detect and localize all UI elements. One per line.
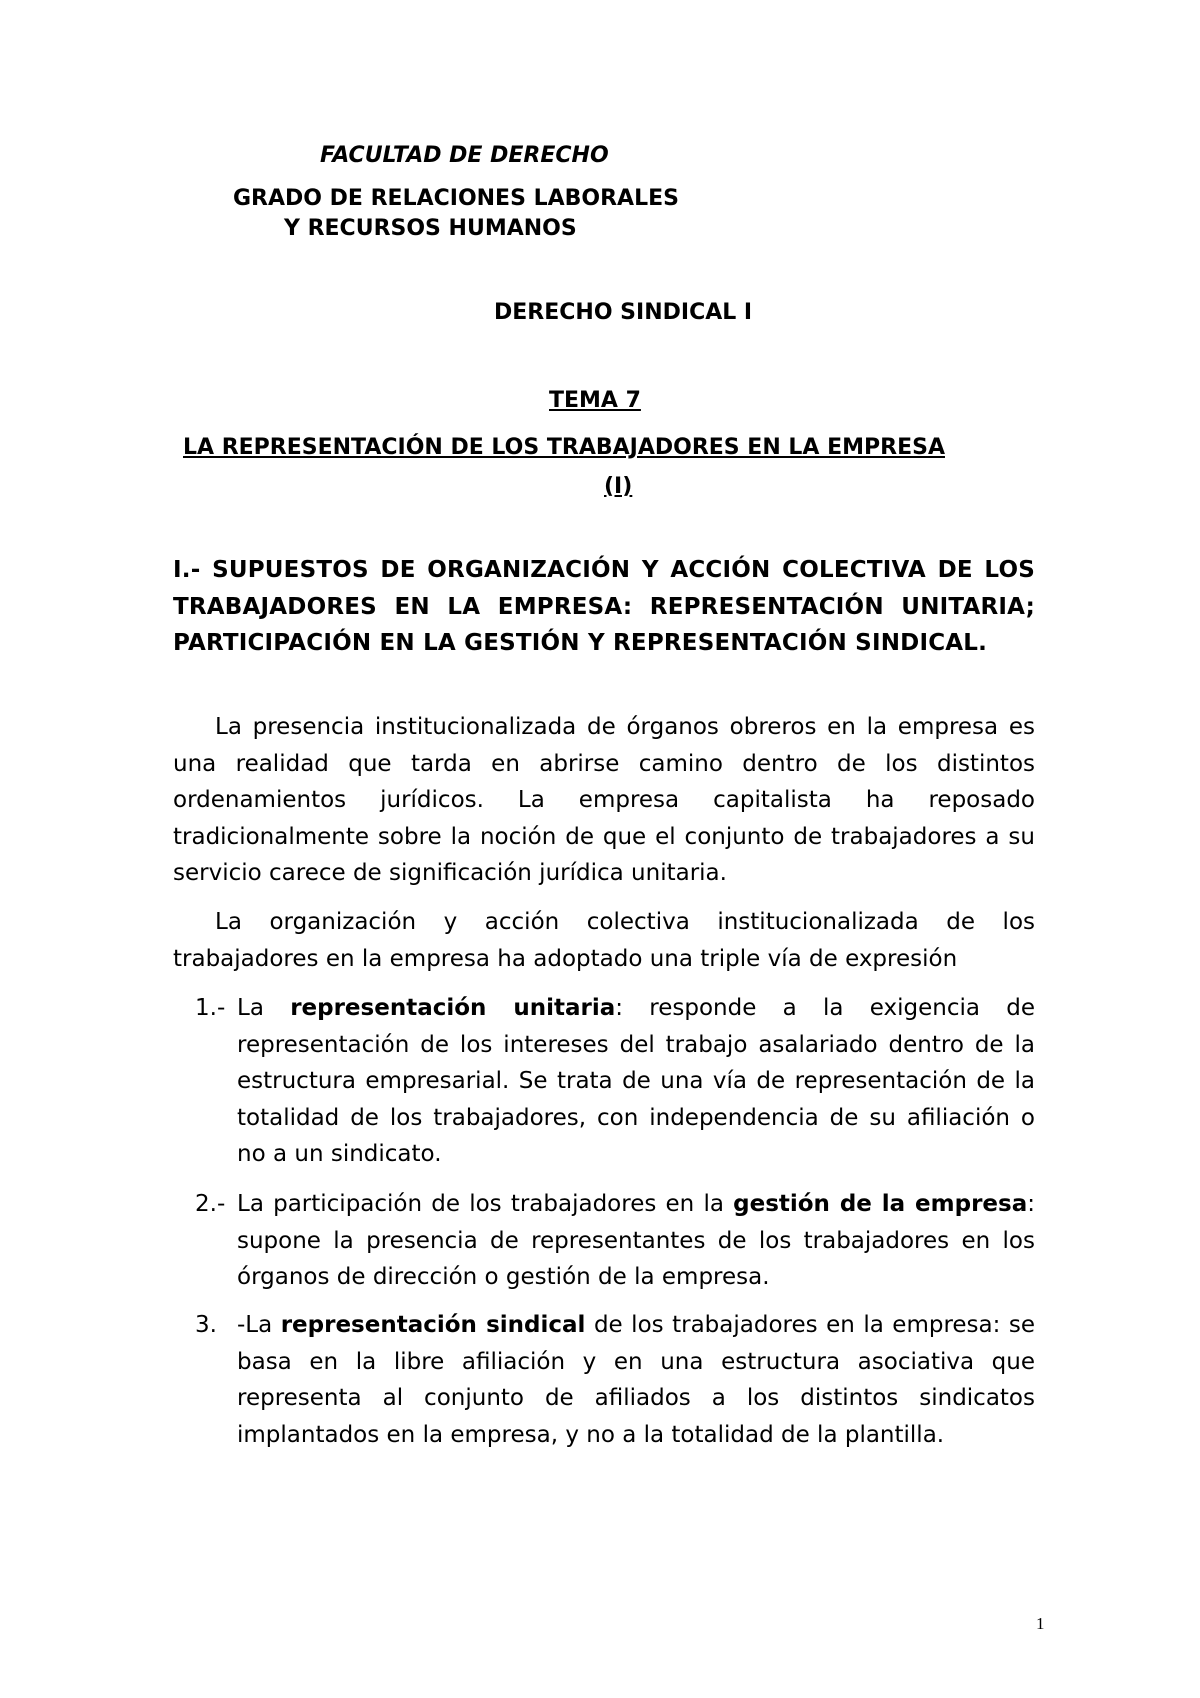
paragraph-2: [173, 904, 1035, 977]
list-item-number: 2.-: [195, 1191, 226, 1217]
list-item-prefix: La participación de los trabajadores en la: [237, 1191, 734, 1217]
list-item-bold-term: representación sindical: [280, 1312, 586, 1338]
list-item-bold-term: representación unitaria: [290, 995, 616, 1021]
list-item-prefix: La: [237, 995, 291, 1021]
list-item: [195, 990, 1035, 1173]
section-heading-text: I.- SUPUESTOS DE ORGANIZACIÓN Y ACCIÓN COLECTIVA DE LOS TRABAJADORES EN LA EMPRESA: REPRESENTACIÓN UNITARIA; PARTICIPACIÓN EN LA GESTIÓN Y REPRESENTACIÓN SINDICAL.: [173, 557, 1035, 656]
list-item-suffix: : supone la presencia de representantes de los trabajadores en los órganos de dirección o gestión de la empresa.: [237, 1191, 1035, 1290]
section-heading: [173, 552, 1035, 662]
list-item-bold-term: gestión de la empresa: [733, 1191, 1028, 1217]
list-item-prefix: -La: [237, 1312, 281, 1338]
subject-title: DERECHO SINDICAL I: [494, 300, 753, 325]
list-item-number: 3.: [195, 1312, 217, 1338]
degree-title-line-1: GRADO DE RELACIONES LABORALES: [233, 186, 679, 211]
paragraph-1: [173, 709, 1035, 892]
list-item-suffix: : responde a la exigencia de representación de los intereses del trabajo asalariado dentro de la estructura empresarial. Se trata de una vía de representación de la totalidad de los trabajadores, con independencia de su afiliación o no a un sindicato.: [237, 995, 1036, 1167]
list-item: [195, 1307, 1035, 1453]
list-item-number: 1.-: [195, 995, 226, 1021]
topic-title-line-1: LA REPRESENTACIÓN DE LOS TRABAJADORES EN LA EMPRESA: [183, 435, 945, 460]
paragraph-2-text: La organización y acción colectiva institucionalizada de los trabajadores en la empresa ha adoptado una triple vía de expresión: [173, 909, 1035, 972]
degree-title-line-2: Y RECURSOS HUMANOS: [284, 216, 577, 241]
list-item-suffix: de los trabajadores en la empresa: se basa en la libre afiliación y en una estructura asociativa que representa al conjunto de afiliados a los distintos sindicatos implantados en la empresa, y no a la totalidad de la plantilla.: [237, 1312, 1035, 1448]
topic-title-line-2: (I): [604, 474, 633, 499]
list-item: [195, 1186, 1035, 1296]
list-item-body: [237, 990, 1035, 1173]
list-item-body: [237, 1186, 1035, 1296]
faculty-title: FACULTAD DE DERECHO: [320, 143, 609, 168]
list-item-body: [237, 1307, 1035, 1453]
paragraph-1-text: La presencia institucionalizada de órganos obreros en la empresa es una realidad que tarda en abrirse camino dentro de los distintos ordenamientos jurídicos. La empresa capitalista ha reposado tradicionalmente sobre la noción de que el conjunto de trabajadores a su servicio carece de significación jurídica unitaria.: [173, 714, 1035, 886]
page-number: 1: [1036, 1614, 1045, 1633]
topic-number: TEMA 7: [549, 388, 641, 413]
